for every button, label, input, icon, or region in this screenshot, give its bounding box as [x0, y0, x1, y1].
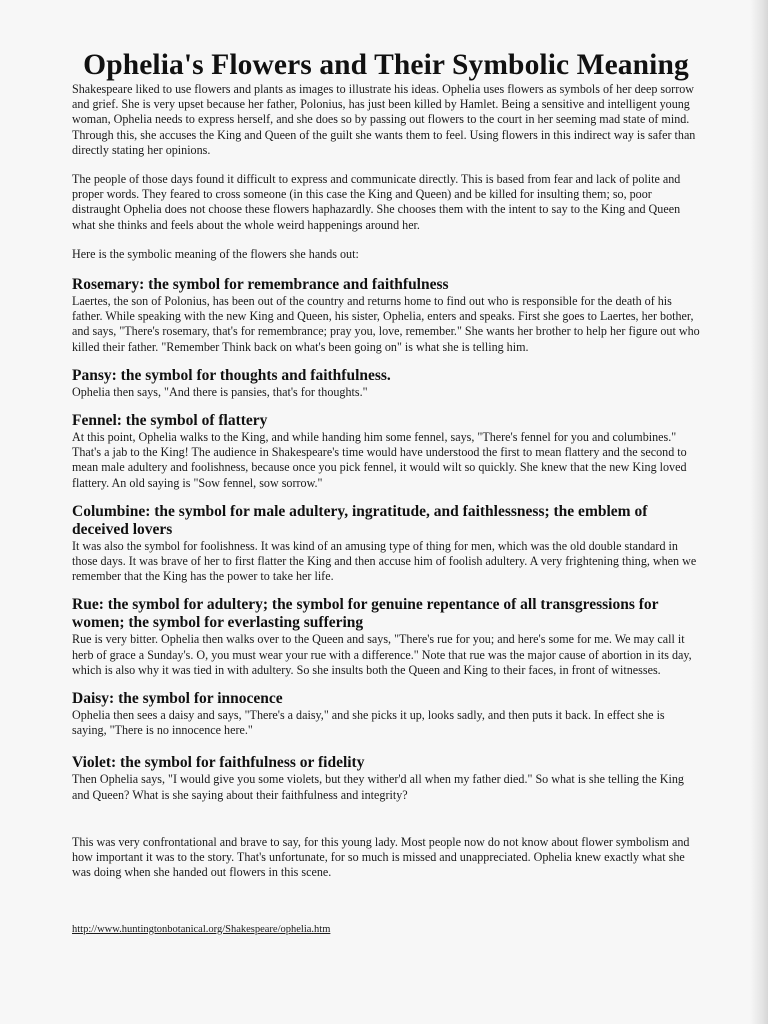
section-heading-rue: Rue: the symbol for adultery; the symbol for genuine repentance of all transgressions for women; the symbol for everlasting suffering	[72, 596, 659, 632]
intro-paragraph-3: Here is the symbolic meaning of the flowers she hands out:	[72, 246, 359, 261]
section-body-daisy: Ophelia then sees a daisy and says, "There's a daisy," and she picks it up, looks sadly, and then puts it back. In effect she is saying, "There is no innocence here."	[72, 708, 665, 738]
section-body-violet: Then Ophelia says, "I would give you some violets, but they wither'd all when my father died." So what is she telling the King and Queen? What is she saying about their faithfulness and integrity?	[72, 772, 684, 802]
section-rue	[72, 596, 700, 678]
section-fennel	[72, 412, 700, 491]
section-body-fennel: At this point, Ophelia walks to the King, and while handing him some fennel, says, "There's fennel for you and columbines." That's a jab to the King! The audience in Shakespeare's time would have understood the first to mean flattery and the second to mean male adultery and foolishness, because once you pick fennel, it would wilt so quickly. She knew that the new King loved flattery. An old saying is "Sow fennel, sow sorrow."	[72, 430, 687, 490]
section-daisy	[72, 690, 700, 738]
document-content	[72, 48, 700, 936]
section-body-pansy: Ophelia then says, "And there is pansies, that's for thoughts."	[72, 384, 368, 399]
section-heading-daisy: Daisy: the symbol for innocence	[72, 690, 283, 708]
section-columbine	[72, 503, 700, 585]
section-body-rue: Rue is very bitter. Ophelia then walks over to the Queen and says, "There's rue for you; and here's some for me. We may call it herb of grace a Sunday's. O, you must wear your rue with a difference." Note that rue was the major cause of abortion in its day, which is also why it was tied in with adultery. So she insults both the Queen and King to their faces, in front of witnesses.	[72, 632, 692, 677]
section-body-rosemary: Laertes, the son of Polonius, has been out of the country and returns home to find out who is responsible for the death of his father. While speaking with the new King and Queen, his sister, Ophelia, enters and speaks. First she goes to Laertes, her bother, and says, "There's rosemary, that's for remembrance; pray you, love, remember." She wants her brother to help her figure out who killed their father. "Remember Think back on what's been going on" is what she is telling him.	[72, 294, 700, 354]
intro-paragraph-2: The people of those days found it difficult to express and communicate directly. This is based from fear and lack of polite and proper words. They feared to cross someone (in this case the King and Queen) and be killed for insulting them; so, poor distraught Ophelia does not choose these flowers haphazardly. She chooses them with the intent to say to the King and Queen what she thinks and feels about the whole weird happenings around her.	[72, 172, 681, 232]
section-heading-rosemary: Rosemary: the symbol for remembrance and faithfulness	[72, 276, 449, 294]
page-title: Ophelia's Flowers and Their Symbolic Meaning	[83, 49, 689, 81]
section-rosemary	[72, 276, 700, 355]
section-violet	[72, 754, 700, 802]
section-heading-pansy: Pansy: the symbol for thoughts and faithfulness.	[72, 366, 391, 384]
conclusion-paragraph: This was very confrontational and brave to say, for this young lady. Most people now do not know about flower symbolism and how important it was to the story. That's unfortunate, for so much is missed and unappreciated. Ophelia knew exactly what she was doing when she handed out flowers in this scene.	[72, 834, 690, 880]
section-pansy	[72, 367, 700, 400]
section-heading-columbine: Columbine: the symbol for male adultery, ingratitude, and faithlessness; the emblem of deceived lovers	[72, 502, 648, 538]
source-link[interactable]: http://www.huntingtonbotanical.org/Shakespeare/ophelia.htm	[72, 923, 331, 935]
intro-paragraph-1: Shakespeare liked to use flowers and plants as images to illustrate his ideas. Ophelia uses flowers as symbols of her deep sorrow and grief. She is very upset because her father, Polonius, has just been killed by Hamlet. Being a sensitive and intelligent young woman, Ophelia needs to express herself, and she does so by passing out flowers to the court in her seeming mad state of mind. Through this, she accuses the King and Queen of the guilt she wants them to feel. Using flowers in this indirect way is safer than directly stating her opinions.	[72, 82, 696, 157]
section-body-columbine: It was also the symbol for foolishness. It was kind of an amusing type of thing for men, which was the old double standard in those days. It was brave of her to first flatter the King and then accuse him of foolish adultery. A very frightening thing, when we remember that the King has the power to take her life.	[72, 538, 697, 584]
section-heading-fennel: Fennel: the symbol of flattery	[72, 412, 268, 430]
page-edge-shadow	[750, 0, 768, 1024]
footer	[72, 923, 700, 936]
section-heading-violet: Violet: the symbol for faithfulness or fidelity	[72, 754, 365, 772]
